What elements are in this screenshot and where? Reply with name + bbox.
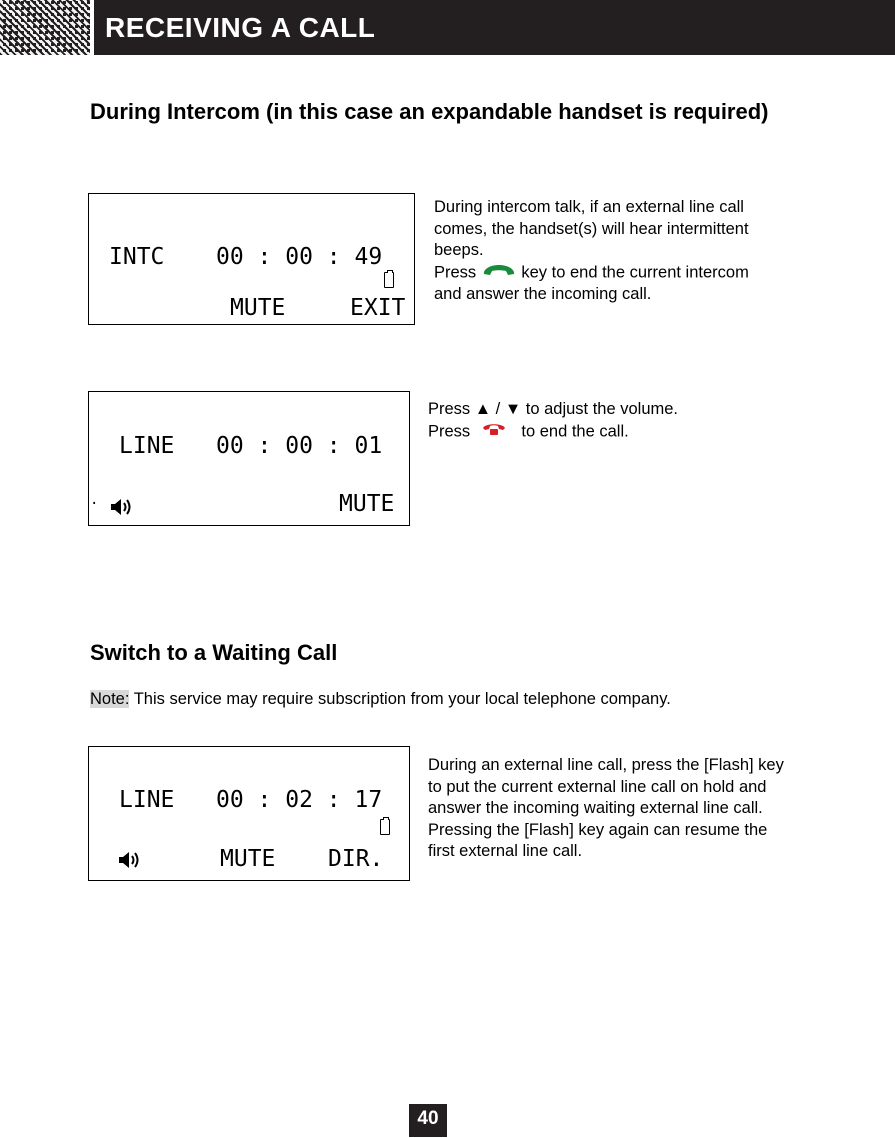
intercom-description	[434, 197, 774, 306]
lcd-softkey-mute: MUTE	[339, 491, 395, 517]
intercom-desc-part2: key to end the current intercom and answer the incoming call.	[434, 263, 749, 303]
page-number: 40	[409, 1104, 447, 1137]
lcd-timer: 00 : 00 : 49	[216, 244, 383, 270]
note-text: This service may require subscription from your local telephone company.	[129, 690, 671, 708]
volume-desc-line1: Press ▲ / ▼ to adjust the volume.	[428, 400, 679, 418]
battery-icon	[384, 272, 394, 288]
green-talk-phone-icon	[481, 262, 517, 285]
lcd-softkey-mute: MUTE	[230, 295, 286, 321]
volume-desc-line2: to end the call.	[521, 422, 629, 441]
lcd-timer: 00 : 02 : 17	[216, 787, 383, 813]
speaker-icon	[109, 496, 135, 522]
lcd-timer: 00 : 00 : 01	[216, 433, 383, 459]
header-divider	[90, 0, 94, 55]
header-pattern-graphic	[0, 0, 90, 55]
section-title-waiting-call: Switch to a Waiting Call	[90, 640, 338, 665]
lcd-line-label: LINE	[119, 787, 175, 813]
page-title: RECEIVING A CALL	[105, 12, 376, 43]
volume-description	[428, 399, 768, 443]
lcd-dot: .	[90, 492, 99, 508]
intercom-desc-part1: During intercom talk, if an external line call comes, the handset(s) will hear intermittent beeps.	[434, 198, 749, 259]
press-label: Press	[434, 263, 477, 282]
lcd-line-label: INTC	[109, 244, 165, 270]
section-title-intercom: During Intercom (in this case an expandable handset is required)	[90, 99, 769, 124]
lcd-softkey-dir: DIR.	[328, 846, 384, 872]
press-label: Press	[428, 422, 471, 441]
lcd-softkey-exit: EXIT	[350, 295, 406, 321]
lcd-display-waiting-call	[88, 746, 410, 881]
speaker-icon	[117, 849, 143, 875]
lcd-line-label: LINE	[119, 433, 175, 459]
battery-icon	[380, 819, 390, 835]
lcd-display-line-call	[88, 391, 410, 526]
red-end-phone-icon	[481, 421, 507, 444]
lcd-display-intercom	[88, 193, 415, 325]
lcd-softkey-mute: MUTE	[220, 846, 276, 872]
service-note	[90, 689, 810, 711]
note-label: Note:	[90, 690, 130, 708]
waiting-call-description: During an external line call, press the [Flash] key to put the current external line call on hold and answer the incoming waiting external line call. Pressing the [Flash] key again can resume the first external line call.	[428, 756, 784, 860]
